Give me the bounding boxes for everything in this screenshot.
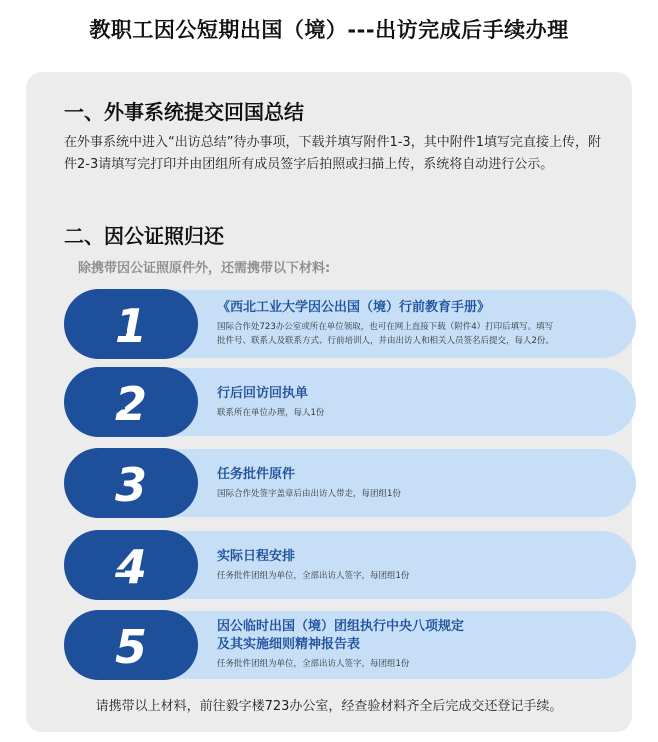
number-graphic	[101, 459, 161, 507]
item-desc-line: 国际合作处723办公室或所在单位领取，也可在网上直接下载（附件4）打印后填写。填写	[217, 322, 554, 332]
item-number: 4	[114, 541, 148, 589]
item-title: 《西北工业大学因公出国（境）行前教育手册》	[217, 300, 491, 315]
item-desc-line: 批件号、联系人及联系方式、行前培训人，并由出访人和相关人员签名后提交，每人2份。	[217, 336, 554, 346]
item-text	[217, 385, 597, 420]
item-desc: 任务批件团组为单位，全部出访人签字，每团组1份	[217, 659, 410, 669]
list-item	[64, 610, 636, 680]
item-text	[217, 548, 597, 583]
number-badge	[64, 530, 198, 600]
list-item	[64, 289, 636, 359]
footer-note: 请携带以上材料，前往毅字楼723办公室，经查验材料齐全后完成交还登记手续。	[95, 699, 563, 714]
number-badge	[64, 448, 198, 518]
number-graphic	[101, 378, 161, 426]
section-1-body: 在外事系统中进入“出访总结”待办事项，下载并填写附件1-3，其中附件1填写完直接上传，附件2-3请填写完打印并由团组所有成员签字后拍照或扫描上传，系统将自动进行公示。	[64, 135, 601, 172]
item-title: 因公临时出国（境）团组执行中央八项规定	[217, 619, 465, 634]
section-2-heading: 二、因公证照归还	[64, 224, 224, 248]
number-graphic	[101, 621, 161, 669]
item-desc	[217, 320, 597, 348]
item-title-line2: 及其实施细则精神报告表	[217, 637, 361, 652]
item-title: 任务批件原件	[217, 467, 296, 482]
number-graphic	[101, 541, 161, 589]
section-2-note: 除携带因公证照原件外，还需携带以下材料:	[78, 261, 331, 276]
number-badge	[64, 367, 198, 437]
item-number: 5	[114, 621, 148, 669]
page-title: 教职工因公短期出国（境）---出访完成后手续办理	[89, 18, 569, 42]
list-item	[64, 530, 636, 600]
item-number: 1	[114, 300, 148, 348]
item-desc: 联系所在单位办理，每人1份	[217, 408, 325, 418]
item-desc: 任务批件团组为单位，全部出访人签字，每团组1份	[217, 571, 410, 581]
list-item	[64, 367, 636, 437]
item-title: 实际日程安排	[217, 549, 296, 564]
section-1-heading: 一、外事系统提交回国总结	[64, 100, 304, 124]
number-badge	[64, 289, 198, 359]
number-graphic	[101, 300, 161, 348]
list-item	[64, 448, 636, 518]
item-title: 行后回访回执单	[217, 386, 309, 401]
item-number: 2	[114, 378, 148, 426]
item-text	[217, 299, 597, 348]
item-number: 3	[114, 459, 148, 507]
item-text	[217, 466, 597, 501]
item-text	[217, 618, 597, 671]
number-badge	[64, 610, 198, 680]
item-desc: 国际合作处签字盖章后由出访人带走，每团组1份	[217, 489, 401, 499]
